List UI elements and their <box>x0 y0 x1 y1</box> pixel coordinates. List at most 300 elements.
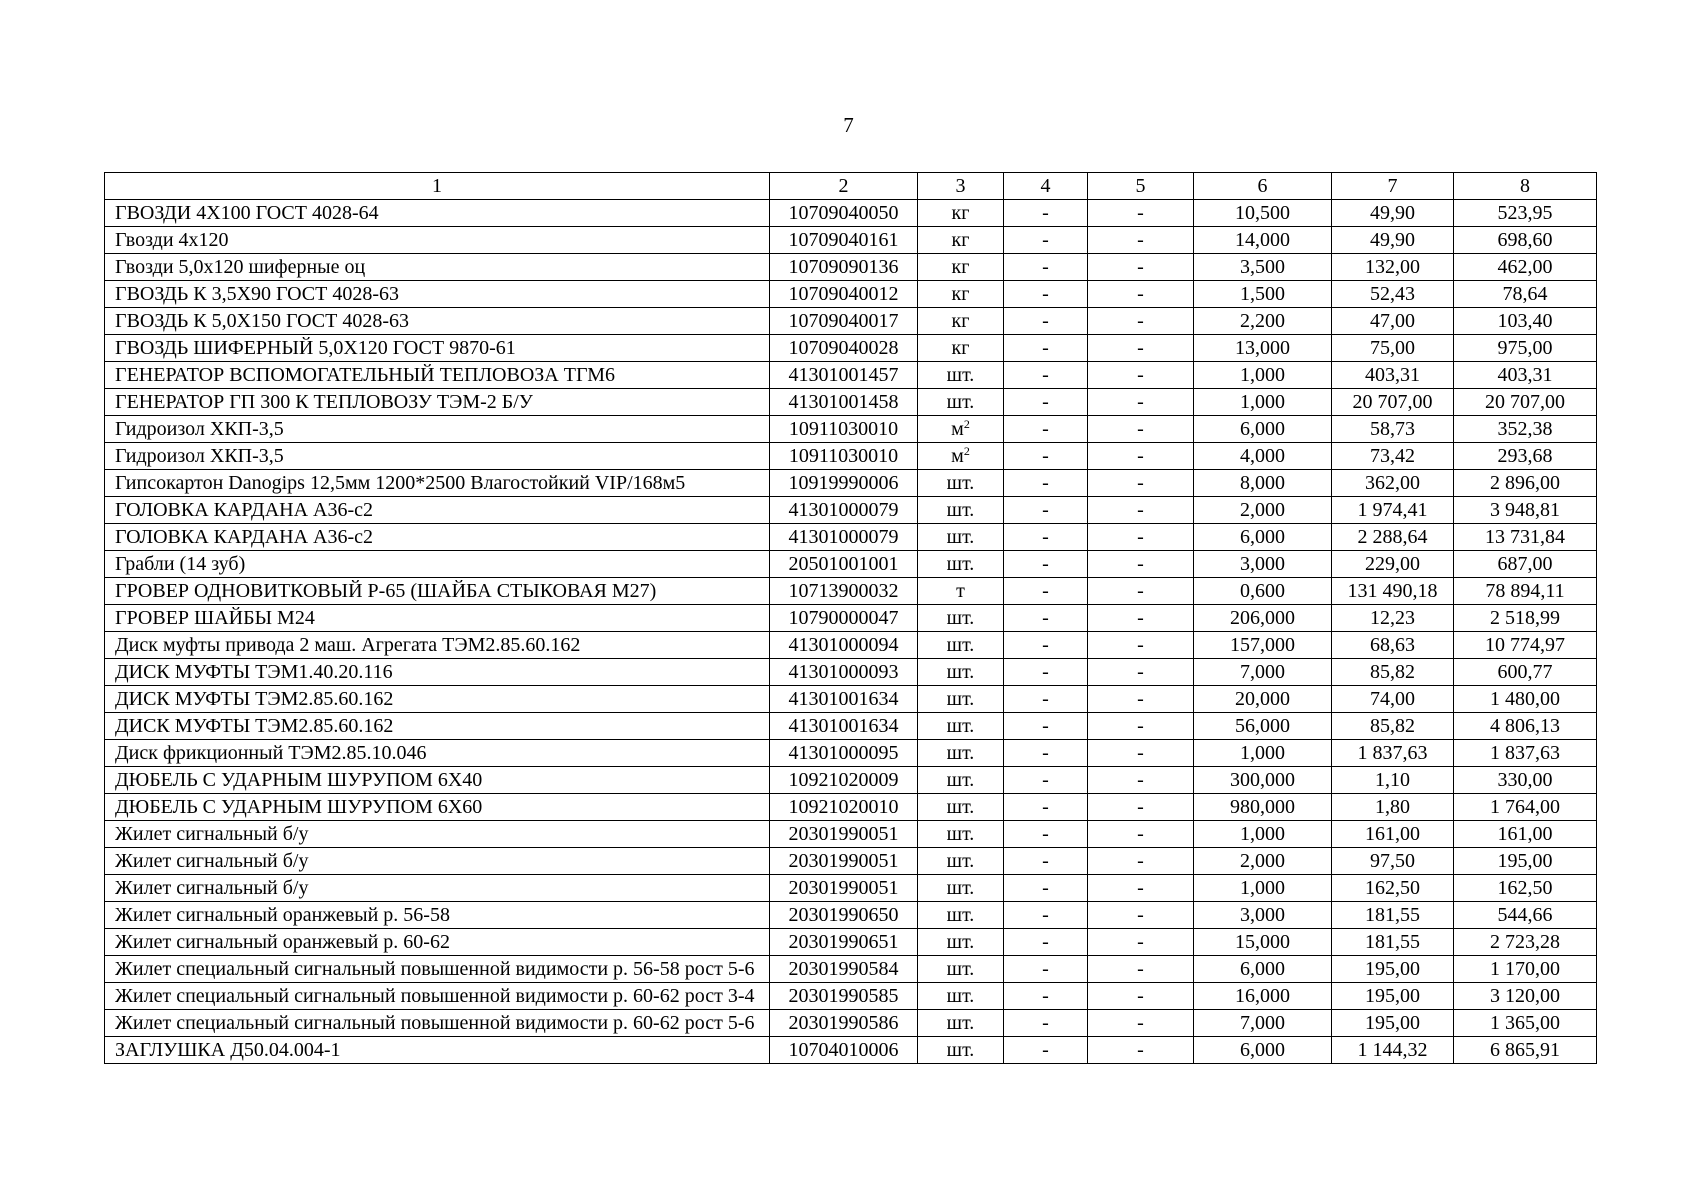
unit-text: шт. <box>946 958 975 980</box>
amount-text: 20 707,00 <box>1485 391 1565 413</box>
price-text: 20 707,00 <box>1352 391 1433 413</box>
price-text: 58,73 <box>1370 418 1415 440</box>
item-code-text: 41301000093 <box>788 661 899 683</box>
amount-cell <box>1454 416 1597 443</box>
col-5-text: - <box>1137 391 1144 413</box>
quantity-text: 20,000 <box>1235 688 1290 710</box>
quantity-text: 6,000 <box>1240 1039 1285 1061</box>
unit-text: шт. <box>946 904 975 926</box>
col-5-text: - <box>1137 634 1144 656</box>
amount-text: 2 723,28 <box>1490 931 1560 953</box>
quantity-text: 1,500 <box>1240 283 1285 305</box>
col-4-cell <box>1004 497 1088 524</box>
table-row <box>105 794 1597 821</box>
quantity-text: 3,000 <box>1240 904 1285 926</box>
price-cell <box>1332 416 1454 443</box>
col-4-cell <box>1004 929 1088 956</box>
col-4-text: - <box>1042 769 1049 791</box>
col-5-text: - <box>1137 337 1144 359</box>
unit-text: шт. <box>946 823 975 845</box>
table-row <box>105 875 1597 902</box>
item-code-text: 20301990051 <box>788 877 899 899</box>
col-4-cell <box>1004 902 1088 929</box>
col-4-cell <box>1004 956 1088 983</box>
col-4-cell <box>1004 416 1088 443</box>
amount-text: 352,38 <box>1497 418 1553 440</box>
quantity-cell <box>1194 227 1332 254</box>
item-name-cell <box>105 983 770 1010</box>
col-4-cell <box>1004 200 1088 227</box>
price-cell <box>1332 227 1454 254</box>
amount-cell <box>1454 308 1597 335</box>
quantity-text: 1,000 <box>1240 823 1285 845</box>
unit-text: шт. <box>946 364 975 386</box>
price-cell <box>1332 983 1454 1010</box>
item-code-text: 20301990586 <box>788 1012 899 1034</box>
column-header: 8 <box>1454 173 1597 200</box>
unit-text: м <box>951 445 964 467</box>
item-name-text: Диск муфты привода 2 маш. Агрегата ТЭМ2.85.60.162 <box>115 634 581 656</box>
price-text: 52,43 <box>1370 283 1415 305</box>
item-code-text: 41301000079 <box>788 526 899 548</box>
col-4-text: - <box>1042 310 1049 332</box>
item-code-cell <box>770 497 918 524</box>
quantity-text: 56,000 <box>1235 715 1290 737</box>
table-row <box>105 308 1597 335</box>
col-4-cell <box>1004 767 1088 794</box>
price-text: 403,31 <box>1365 364 1420 386</box>
item-code-cell <box>770 740 918 767</box>
col-4-text: - <box>1042 634 1049 656</box>
price-text: 1,10 <box>1375 769 1410 791</box>
item-code-cell <box>770 416 918 443</box>
quantity-cell <box>1194 875 1332 902</box>
unit-cell <box>918 254 1004 281</box>
item-name-text: ДЮБЕЛЬ С УДАРНЫМ ШУРУПОМ 6Х40 <box>115 769 483 791</box>
col-5-text: - <box>1137 796 1144 818</box>
unit-text: шт. <box>946 472 975 494</box>
amount-text: 1 170,00 <box>1490 958 1560 980</box>
col-4-cell <box>1004 848 1088 875</box>
col-4-text: - <box>1042 823 1049 845</box>
item-name-text: ЗАГЛУШКА Д50.04.004-1 <box>115 1039 341 1061</box>
amount-text: 4 806,13 <box>1490 715 1560 737</box>
item-name-text: Жилет специальный сигнальный повышенной видимости р. 60-62 рост 3-4 <box>115 985 755 1007</box>
unit-text: шт. <box>946 985 975 1007</box>
item-code-text: 20301990585 <box>788 985 899 1007</box>
amount-cell <box>1454 497 1597 524</box>
amount-cell <box>1454 551 1597 578</box>
amount-text: 3 948,81 <box>1490 499 1560 521</box>
amount-cell <box>1454 443 1597 470</box>
unit-cell <box>918 362 1004 389</box>
col-5-cell <box>1088 227 1194 254</box>
col-4-text: - <box>1042 607 1049 629</box>
item-name-text: Диск фрикционный ТЭМ2.85.10.046 <box>115 742 427 764</box>
quantity-cell <box>1194 524 1332 551</box>
item-code-cell <box>770 956 918 983</box>
col-4-cell <box>1004 794 1088 821</box>
unit-cell <box>918 524 1004 551</box>
col-4-text: - <box>1042 958 1049 980</box>
col-5-text: - <box>1137 418 1144 440</box>
price-cell <box>1332 470 1454 497</box>
col-5-text: - <box>1137 607 1144 629</box>
price-cell <box>1332 1010 1454 1037</box>
item-name-text: Жилет сигнальный оранжевый р. 60-62 <box>115 931 450 953</box>
quantity-text: 3,500 <box>1240 256 1285 278</box>
unit-cell <box>918 902 1004 929</box>
item-code-cell <box>770 1010 918 1037</box>
col-5-cell <box>1088 713 1194 740</box>
quantity-text: 2,000 <box>1240 499 1285 521</box>
col-5-cell <box>1088 335 1194 362</box>
item-name-cell <box>105 470 770 497</box>
col-5-text: - <box>1137 499 1144 521</box>
item-name-cell <box>105 659 770 686</box>
quantity-text: 1,000 <box>1240 877 1285 899</box>
col-4-cell <box>1004 281 1088 308</box>
item-code-text: 10704010006 <box>788 1039 899 1061</box>
item-name-text: ДИСК МУФТЫ ТЭМ2.85.60.162 <box>115 715 394 737</box>
col-5-cell <box>1088 1010 1194 1037</box>
quantity-text: 3,000 <box>1240 553 1285 575</box>
item-code-cell <box>770 767 918 794</box>
col-5-text: - <box>1137 661 1144 683</box>
col-4-text: - <box>1042 931 1049 953</box>
unit-cell <box>918 929 1004 956</box>
price-text: 132,00 <box>1365 256 1420 278</box>
amount-text: 78 894,11 <box>1485 580 1565 602</box>
quantity-cell <box>1194 254 1332 281</box>
table-row <box>105 929 1597 956</box>
item-code-text: 10919990006 <box>788 472 899 494</box>
quantity-text: 1,000 <box>1240 364 1285 386</box>
amount-text: 523,95 <box>1497 202 1553 224</box>
amount-text: 544,66 <box>1497 904 1553 926</box>
item-name-text: ГЕНЕРАТОР ВСПОМОГАТЕЛЬНЫЙ ТЕПЛОВОЗА ТГМ6 <box>115 364 616 386</box>
item-code-cell <box>770 227 918 254</box>
price-text: 1,80 <box>1375 796 1410 818</box>
unit-text: шт. <box>946 526 975 548</box>
unit-cell <box>918 821 1004 848</box>
item-name-text: Гидроизол ХКП-3,5 <box>115 418 284 440</box>
quantity-text: 1,000 <box>1240 391 1285 413</box>
unit-cell <box>918 416 1004 443</box>
item-code-text: 10709040161 <box>788 229 899 251</box>
quantity-cell <box>1194 956 1332 983</box>
table-row <box>105 200 1597 227</box>
col-4-text: - <box>1042 580 1049 602</box>
item-code-cell <box>770 875 918 902</box>
item-name-text: ГОЛОВКА КАРДАНА А36-с2 <box>115 499 373 521</box>
table-row <box>105 848 1597 875</box>
price-text: 229,00 <box>1365 553 1420 575</box>
col-4-cell <box>1004 227 1088 254</box>
item-code-cell <box>770 1037 918 1064</box>
item-name-text: ГВОЗДЬ ШИФЕРНЫЙ 5,0Х120 ГОСТ 9870-61 <box>115 337 516 359</box>
unit-cell <box>918 983 1004 1010</box>
col-5-text: - <box>1137 850 1144 872</box>
item-code-text: 10921020010 <box>788 796 899 818</box>
quantity-text: 15,000 <box>1235 931 1290 953</box>
price-cell <box>1332 605 1454 632</box>
item-code-cell <box>770 605 918 632</box>
amount-text: 403,31 <box>1497 364 1553 386</box>
quantity-cell <box>1194 686 1332 713</box>
table-row <box>105 470 1597 497</box>
unit-cell <box>918 686 1004 713</box>
item-name-cell <box>105 713 770 740</box>
quantity-cell <box>1194 335 1332 362</box>
quantity-cell <box>1194 713 1332 740</box>
price-cell <box>1332 281 1454 308</box>
unit-cell <box>918 956 1004 983</box>
item-code-text: 41301000095 <box>788 742 899 764</box>
amount-text: 78,64 <box>1502 283 1548 305</box>
col-4-cell <box>1004 578 1088 605</box>
item-name-cell <box>105 578 770 605</box>
price-cell <box>1332 713 1454 740</box>
item-name-cell <box>105 632 770 659</box>
col-5-text: - <box>1137 769 1144 791</box>
item-name-cell <box>105 686 770 713</box>
item-name-text: ГВОЗДЬ К 3,5Х90 ГОСТ 4028-63 <box>115 283 400 305</box>
col-4-cell <box>1004 875 1088 902</box>
unit-text: шт. <box>946 796 975 818</box>
amount-cell <box>1454 1010 1597 1037</box>
item-code-cell <box>770 389 918 416</box>
price-text: 181,55 <box>1365 931 1420 953</box>
unit-cell <box>918 713 1004 740</box>
item-code-cell <box>770 713 918 740</box>
unit-cell <box>918 578 1004 605</box>
col-5-cell <box>1088 443 1194 470</box>
table-row <box>105 956 1597 983</box>
price-cell <box>1332 821 1454 848</box>
quantity-cell <box>1194 443 1332 470</box>
item-name-cell <box>105 929 770 956</box>
quantity-cell <box>1194 929 1332 956</box>
price-cell <box>1332 335 1454 362</box>
table-row <box>105 389 1597 416</box>
item-name-text: ГОЛОВКА КАРДАНА А36-с2 <box>115 526 373 548</box>
col-5-text: - <box>1137 553 1144 575</box>
item-code-text: 10911030010 <box>788 445 899 467</box>
item-name-cell <box>105 902 770 929</box>
col-5-cell <box>1088 416 1194 443</box>
col-5-cell <box>1088 497 1194 524</box>
amount-cell <box>1454 821 1597 848</box>
table-row <box>105 497 1597 524</box>
unit-text: шт. <box>946 715 975 737</box>
col-4-cell <box>1004 362 1088 389</box>
price-cell <box>1332 632 1454 659</box>
col-4-cell <box>1004 686 1088 713</box>
quantity-text: 2,200 <box>1240 310 1285 332</box>
price-cell <box>1332 389 1454 416</box>
table-row <box>105 281 1597 308</box>
unit-text: шт. <box>946 634 975 656</box>
price-cell <box>1332 362 1454 389</box>
unit-text: шт. <box>946 607 975 629</box>
col-5-cell <box>1088 470 1194 497</box>
quantity-cell <box>1194 389 1332 416</box>
col-5-cell <box>1088 632 1194 659</box>
table-row <box>105 416 1597 443</box>
item-name-cell <box>105 875 770 902</box>
col-4-text: - <box>1042 796 1049 818</box>
col-5-cell <box>1088 254 1194 281</box>
amount-cell <box>1454 1037 1597 1064</box>
column-header: 6 <box>1194 173 1332 200</box>
amount-text: 293,68 <box>1497 445 1553 467</box>
amount-cell <box>1454 983 1597 1010</box>
quantity-text: 206,000 <box>1230 607 1295 629</box>
item-code-cell <box>770 821 918 848</box>
col-4-cell <box>1004 713 1088 740</box>
col-4-text: - <box>1042 202 1049 224</box>
item-code-cell <box>770 200 918 227</box>
col-4-text: - <box>1042 526 1049 548</box>
unit-text: шт. <box>946 850 975 872</box>
quantity-cell <box>1194 416 1332 443</box>
item-code-cell <box>770 551 918 578</box>
item-name-cell <box>105 605 770 632</box>
col-4-cell <box>1004 335 1088 362</box>
amount-cell <box>1454 470 1597 497</box>
unit-cell <box>918 875 1004 902</box>
item-name-cell <box>105 335 770 362</box>
col-4-text: - <box>1042 661 1049 683</box>
item-name-text: Гвозди 4х120 <box>115 229 229 251</box>
col-5-cell <box>1088 686 1194 713</box>
quantity-text: 2,000 <box>1240 850 1285 872</box>
col-5-text: - <box>1137 823 1144 845</box>
table-row <box>105 659 1597 686</box>
price-cell <box>1332 794 1454 821</box>
amount-text: 10 774,97 <box>1485 634 1565 656</box>
col-4-text: - <box>1042 337 1049 359</box>
col-4-text: - <box>1042 715 1049 737</box>
col-4-cell <box>1004 983 1088 1010</box>
col-4-text: - <box>1042 1039 1049 1061</box>
item-name-text: Жилет сигнальный б/у <box>115 850 309 872</box>
item-name-text: ГВОЗДИ 4Х100 ГОСТ 4028-64 <box>115 202 379 224</box>
col-4-text: - <box>1042 877 1049 899</box>
item-name-cell <box>105 497 770 524</box>
amount-text: 195,00 <box>1497 850 1553 872</box>
item-name-cell <box>105 308 770 335</box>
item-name-text: Жилет сигнальный оранжевый р. 56-58 <box>115 904 450 926</box>
unit-text: шт. <box>946 1012 975 1034</box>
price-cell <box>1332 497 1454 524</box>
item-name-text: ДЮБЕЛЬ С УДАРНЫМ ШУРУПОМ 6Х60 <box>115 796 483 818</box>
item-code-text: 41301000079 <box>788 499 899 521</box>
price-cell <box>1332 578 1454 605</box>
amount-text: 161,00 <box>1497 823 1553 845</box>
table-row <box>105 335 1597 362</box>
table-row <box>105 983 1597 1010</box>
amount-cell <box>1454 200 1597 227</box>
item-code-cell <box>770 794 918 821</box>
unit-cell <box>918 335 1004 362</box>
col-5-cell <box>1088 389 1194 416</box>
unit-text: шт. <box>946 688 975 710</box>
amount-cell <box>1454 362 1597 389</box>
price-cell <box>1332 740 1454 767</box>
amount-cell <box>1454 848 1597 875</box>
unit-cell <box>918 497 1004 524</box>
price-text: 85,82 <box>1370 715 1415 737</box>
col-5-text: - <box>1137 931 1144 953</box>
page-number: 7 <box>843 113 854 137</box>
price-cell <box>1332 524 1454 551</box>
item-name-cell <box>105 794 770 821</box>
col-4-text: - <box>1042 364 1049 386</box>
item-name-cell <box>105 254 770 281</box>
quantity-text: 14,000 <box>1235 229 1290 251</box>
amount-text: 2 518,99 <box>1490 607 1560 629</box>
item-name-cell <box>105 443 770 470</box>
item-code-cell <box>770 281 918 308</box>
item-code-cell <box>770 578 918 605</box>
unit-cell <box>918 605 1004 632</box>
inventory-table <box>104 172 1597 1064</box>
col-4-cell <box>1004 1010 1088 1037</box>
col-5-cell <box>1088 794 1194 821</box>
item-name-text: Жилет специальный сигнальный повышенной видимости р. 56-58 рост 5-6 <box>115 958 755 980</box>
amount-text: 1 480,00 <box>1490 688 1560 710</box>
quantity-cell <box>1194 848 1332 875</box>
item-name-text: ГВОЗДЬ К 5,0Х150 ГОСТ 4028-63 <box>115 310 410 332</box>
amount-cell <box>1454 713 1597 740</box>
col-4-cell <box>1004 1037 1088 1064</box>
col-5-text: - <box>1137 958 1144 980</box>
unit-cell <box>918 200 1004 227</box>
col-4-text: - <box>1042 904 1049 926</box>
item-name-cell <box>105 362 770 389</box>
col-5-cell <box>1088 524 1194 551</box>
price-text: 195,00 <box>1365 1012 1420 1034</box>
item-code-text: 10709040017 <box>788 310 899 332</box>
item-code-cell <box>770 848 918 875</box>
col-5-text: - <box>1137 202 1144 224</box>
quantity-text: 6,000 <box>1240 526 1285 548</box>
unit-cell <box>918 848 1004 875</box>
quantity-cell <box>1194 902 1332 929</box>
unit-text: шт. <box>946 769 975 791</box>
col-5-cell <box>1088 821 1194 848</box>
col-5-cell <box>1088 875 1194 902</box>
item-name-cell <box>105 200 770 227</box>
price-text: 85,82 <box>1370 661 1415 683</box>
col-4-text: - <box>1042 742 1049 764</box>
amount-text: 975,00 <box>1497 337 1553 359</box>
col-4-text: - <box>1042 985 1049 1007</box>
item-code-text: 10709040012 <box>788 283 899 305</box>
price-text: 362,00 <box>1365 472 1420 494</box>
quantity-text: 157,000 <box>1230 634 1295 656</box>
amount-cell <box>1454 524 1597 551</box>
col-5-text: - <box>1137 472 1144 494</box>
price-cell <box>1332 767 1454 794</box>
col-4-text: - <box>1042 472 1049 494</box>
col-4-cell <box>1004 551 1088 578</box>
table-row <box>105 227 1597 254</box>
quantity-cell <box>1194 983 1332 1010</box>
quantity-cell <box>1194 551 1332 578</box>
